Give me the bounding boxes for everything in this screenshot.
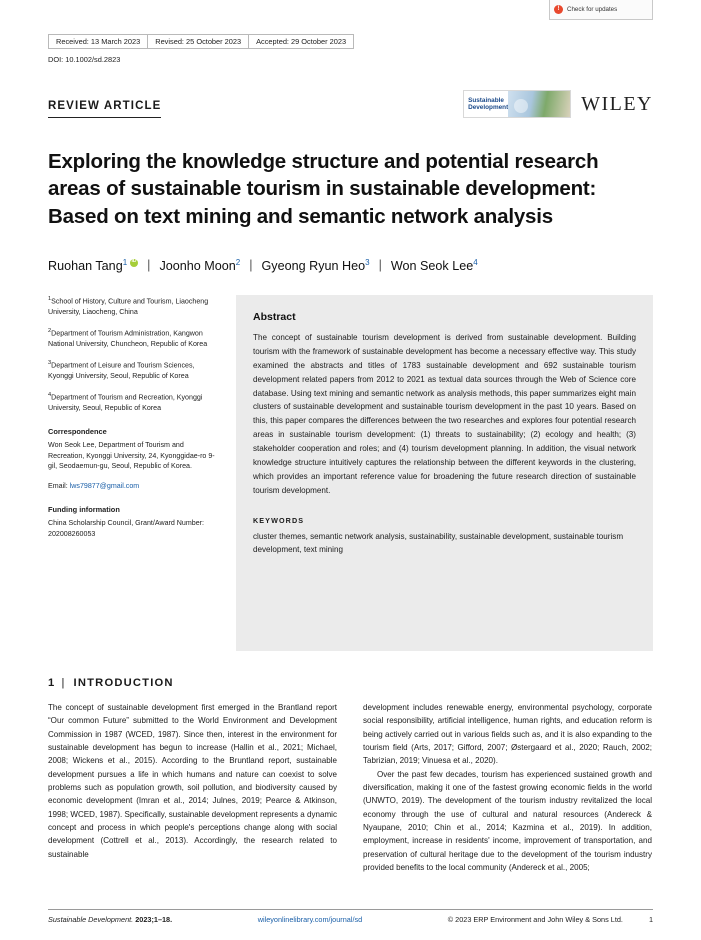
- footer-citation: 2023;1–18.: [135, 915, 173, 924]
- affiliation-3-text: Department of Leisure and Tourism Sciences, Kyonggi University, Seoul, Republic of Korea: [48, 361, 195, 380]
- affiliation-1: [48, 295, 220, 318]
- article-history: [48, 34, 354, 49]
- keywords-heading: KEYWORDS: [253, 515, 305, 525]
- abstract-text: The concept of sustainable tourism development is derived from sustainable development. Building tourism with the framework of sustainable development has become a necessary effective way. This study examined the abstracts and titles of 1783 sustainable development and 692 sustainable tourism development related papers from 2012 to 2021 as textual data sources through the Web of Science core database. Using text mining and semantic network as analysis methods, this paper summarizes eight main clusters of sustainable development and sustainable tourism development in the past 10 years. Based on this, this paper compares the differences between the two researches and explores four potential research areas in sustainable tourism development: (1) threats to sustainability; (2) ecology and health; (3) stakeholder cooperation and roles; and (4) tourism development planning. In addition, the visual network knowledge structure intuitively captures the relationship between the different keywords in the clustering, which provides an important reference value for broadening the future research direction of sustainable tourism development.: [253, 332, 636, 495]
- journal-logo-artwork: [508, 91, 570, 117]
- logo-group: [463, 90, 653, 118]
- affiliation-2-sup: 2: [48, 327, 52, 334]
- paragraph: Over the past few decades, tourism has experienced sustained growth and diversification, making it one of the fastest growing economic fields in the world (UNWTO, 2019). The development of the tourism industry revitalized the local economy through the use of cultural and natural resources (Andereck & Nyaupane, 2010; Chin et al., 2014; Kazmina et al., 2019). In addition, employment, increase in residents' income, improvement of transportation, and preservation of cultural heritage due to the development of the tourism industry provided benefits to the local community (Andereck et al., 2005;: [363, 769, 652, 873]
- affiliation-4-text: Department of Tourism and Recreation, Kyonggi University, Seoul, Republic of Korea: [48, 393, 203, 412]
- affiliation-4: [48, 391, 220, 414]
- email-label: Email:: [48, 482, 68, 491]
- journal-logo-line1: Sustainable: [468, 96, 504, 104]
- page-footer: [48, 909, 653, 924]
- footer-copyright: © 2023 ERP Environment and John Wiley & Sons Ltd.: [447, 915, 623, 924]
- footer-url[interactable]: wileyonlinelibrary.com/journal/sd: [257, 915, 363, 924]
- body-columns: [48, 701, 653, 874]
- correspondence-email-line: [48, 481, 220, 492]
- author-1-name: Ruohan Tang: [48, 258, 123, 273]
- author-separator: |: [147, 258, 151, 273]
- affiliation-3: [48, 359, 220, 382]
- body-column-left: [48, 701, 337, 874]
- footer-journal-name: Sustainable Development.: [48, 915, 134, 924]
- author-1[interactable]: [48, 258, 138, 273]
- author-separator: |: [378, 258, 382, 273]
- affiliation-2-text: Department of Tourism Administration, Kangwon National University, Chuncheon, Republic of Korea: [48, 329, 208, 348]
- affiliation-abstract-row: [48, 295, 653, 651]
- received-date: Received: 13 March 2023: [49, 35, 148, 48]
- article-type-row: [48, 82, 653, 118]
- section-number: 1: [48, 676, 56, 689]
- check-for-updates-badge[interactable]: [549, 0, 653, 20]
- article-type-label: REVIEW ARTICLE: [48, 100, 161, 118]
- body-column-right: [363, 701, 652, 874]
- paragraph: development includes renewable energy, environmental psychology, corporate social responsibility, artificial intelligence, human rights, and education reform is being actively carried out in various fields such as, and it is also expanding to the tourism field (Arts, 2017; Gifford, 2007; Østergaard et al., 2020; Rauch, 2002; Tabrizian, 2019; Vinuesa et al., 2020).: [363, 702, 652, 766]
- section-heading: [48, 677, 653, 689]
- paragraph: The concept of sustainable development first emerged in the Brantland report “Our common Future” submitted to the World Environment and Development Commission in 1987 (WCED, 1987). Since then, interest in the environment for sustainable development has begun to increase (Hallin et al., 2021; Michael, 2008; Wickens et al., 2015). According to the Bruntland report, sustainable development pursues a life in which humans and nature can coexist to solve problems such as population growth, soil pollution, and biodiversity caused by economic development (Imran et al., 2014; Julnes, 2019; Pearce & Atkinson, 1998; WCED, 1987). Specifically, sustainable development represents a dynamic concept and process in which people's perceptions change along with social development (Cottrell et al., 2013). Accordingly, the research related to sustainable: [48, 702, 337, 859]
- revised-date: Revised: 25 October 2023: [148, 35, 249, 48]
- abstract-box: [236, 295, 653, 651]
- accepted-date: Accepted: 29 October 2023: [256, 37, 347, 46]
- abstract-heading: Abstract: [253, 310, 296, 323]
- affiliation-2: [48, 327, 220, 350]
- wiley-logo: WILEY: [581, 92, 653, 115]
- funding-heading: Funding information: [48, 505, 120, 514]
- author-4-name: Won Seok Lee: [390, 258, 474, 273]
- section-title: INTRODUCTION: [73, 676, 174, 689]
- journal-logo-line2: Development: [468, 104, 509, 111]
- author-3-sup: 3: [365, 257, 370, 267]
- funding-text: China Scholarship Council, Grant/Award Number: 202008260053: [48, 519, 205, 539]
- author-2[interactable]: [159, 258, 240, 273]
- section-divider: |: [61, 676, 66, 689]
- correspondence-heading: Correspondence: [48, 426, 107, 436]
- correspondence-text: Won Seok Lee, Department of Tourism and Recreation, Kyonggi University, 24, Kyonggidae-ro 9-gil, Seodaemun-gu, Seoul, Republic of Korea.: [48, 440, 215, 471]
- orcid-icon[interactable]: [130, 259, 138, 267]
- author-separator: |: [249, 258, 253, 273]
- footer-page-number: 1: [648, 915, 653, 924]
- journal-logo-text: [464, 97, 508, 112]
- affiliation-1-text: School of History, Culture and Tourism, Liaocheng University, Liaocheng, China: [48, 297, 209, 317]
- author-3[interactable]: [262, 258, 370, 273]
- author-4[interactable]: [391, 258, 478, 273]
- email-link[interactable]: lws79877@gmail.com: [69, 482, 140, 491]
- page-title: Exploring the knowledge structure and potential research areas of sustainable tourism in sustainable development: Based on text mining and semantic network analysis: [48, 150, 599, 228]
- affiliation-3-sup: 3: [48, 359, 52, 366]
- footer-journal: [48, 915, 172, 924]
- pdf-update-icon: !: [554, 5, 563, 14]
- author-2-sup: 2: [235, 257, 241, 267]
- author-4-sup: 4: [473, 257, 478, 267]
- affiliation-1-sup: 1: [48, 295, 52, 302]
- affiliation-column: [48, 295, 220, 549]
- author-3-name: Gyeong Ryun Heo: [261, 258, 366, 273]
- doi-line[interactable]: DOI: 10.1002/sd.2823: [48, 55, 121, 64]
- author-list: [48, 258, 653, 273]
- journal-logo: [463, 90, 571, 118]
- author-1-sup: 1: [122, 257, 128, 267]
- keywords-text: cluster themes, semantic network analysis, sustainability, sustainable development, sustainable tourism development, text mining: [253, 531, 624, 554]
- check-for-updates-label: Check for updates: [567, 6, 618, 13]
- author-2-name: Joonho Moon: [159, 258, 236, 273]
- affiliation-4-sup: 4: [48, 391, 52, 398]
